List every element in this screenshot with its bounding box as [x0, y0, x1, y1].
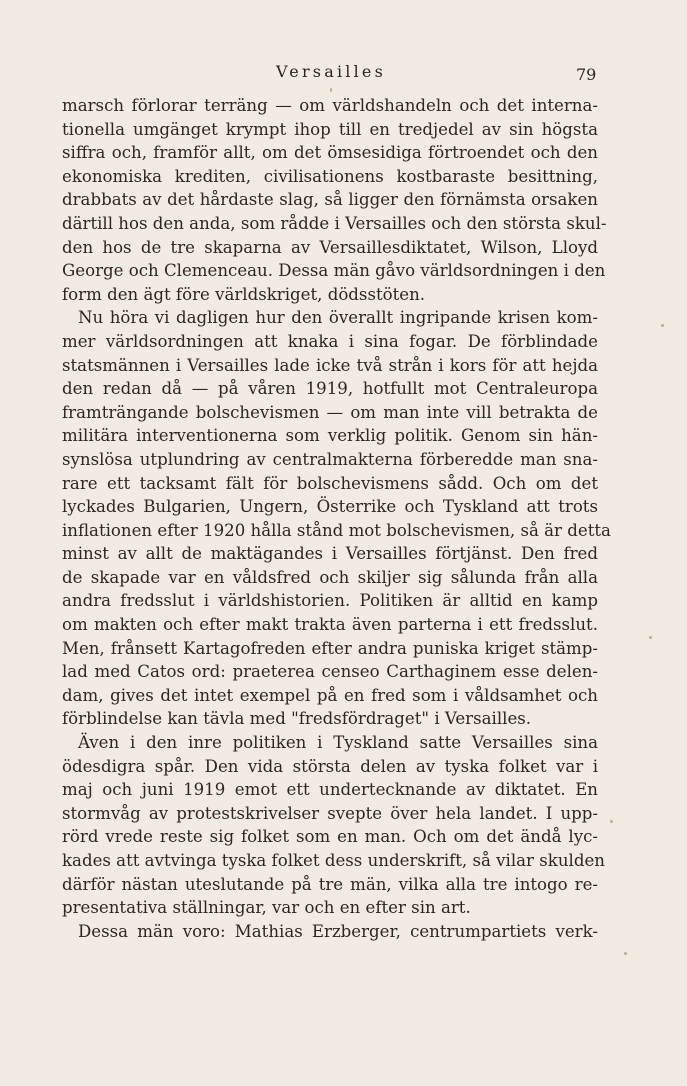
text-line: om makten och efter makt trakta även parterna i ett fredsslut. — [62, 615, 598, 635]
text-line: rare ett tacksamt fält för bolschevismens sådd. Och om det — [62, 473, 598, 493]
text-line: de skapade var en våldsfred och skiljer sig sålunda från alla — [62, 567, 598, 587]
text-line: den redan då — på våren 1919, hotfullt mot Centraleuropa — [62, 379, 598, 399]
text-line: den hos de tre skaparna av Versaillesdiktatet, Wilson, Lloyd — [62, 237, 598, 257]
text-line: Dessa män voro: Mathias Erzberger, centrumpartiets verk- — [78, 921, 598, 941]
text-line: kades att avtvinga tyska folket dess underskrift, så vilar skulden — [62, 851, 605, 870]
text-line: dam, gives det intet exempel på en fred som i våldsamhet och — [62, 685, 598, 705]
text-line: Nu höra vi dagligen hur den överallt ingripande krisen kom- — [78, 308, 598, 328]
paper-speck — [649, 636, 652, 639]
text-line: därtill hos den anda, som rådde i Versailles och den största skul- — [62, 213, 607, 233]
text-line: maj och juni 1919 emot ett undertecknande av diktatet. En — [62, 780, 598, 800]
running-head — [0, 62, 687, 84]
body-text — [62, 94, 611, 943]
paper-speck — [330, 88, 332, 92]
paper-speck — [624, 952, 627, 955]
text-line: förblindelse kan tävla med "fredsfördraget" i Versailles. — [62, 709, 532, 729]
text-line: Även i den inre politiken i Tyskland satte Versailles sina — [78, 733, 598, 753]
text-line: ekonomiska krediten, civilisationens kostbaraste besittning, — [62, 166, 598, 186]
text-line: drabbats av det hårdaste slag, så ligger den förnämsta orsaken — [62, 190, 598, 210]
running-title: Versailles — [276, 62, 386, 81]
text-line: andra fredsslut i världshistorien. Politiken är alltid en kamp — [62, 591, 598, 611]
text-line: presentativa ställningar, var och en efter sin art. — [62, 898, 471, 918]
text-line: Men, frånsett Kartagofreden efter andra puniska kriget stämp- — [62, 638, 598, 658]
text-line: marsch förlorar terräng — om världshandeln och det interna- — [62, 96, 598, 115]
text-line: George och Clemenceau. Dessa män gåvo världsordningen i den — [62, 261, 606, 281]
text-line: lyckades Bulgarien, Ungern, Österrike och Tyskland att trots — [62, 497, 598, 517]
text-line: mer världsordningen att knaka i sina fogar. De förblindade — [62, 331, 598, 351]
text-line: minst av allt de maktägandes i Versailles förtjänst. Den fred — [62, 544, 598, 564]
page-number: 79 — [576, 65, 597, 84]
text-line: form den ägt före världskriget, dödsstöten. — [62, 284, 426, 304]
text-line: därför nästan uteslutande på tre män, vilka alla tre intogo re- — [62, 874, 598, 894]
text-line: ödesdigra spår. Den vida största delen av tyska folket var i — [62, 756, 598, 776]
text-line: lad med Catos ord: praeterea censeo Carthaginem esse delen- — [62, 662, 598, 682]
text-line: siffra och, framför allt, om det ömsesidiga förtroendet och den — [62, 143, 598, 163]
text-line: militära interventionerna som verklig politik. Genom sin hän- — [62, 426, 598, 446]
text-line: synslösa utplundring av centralmakterna förberedde man sna- — [62, 449, 598, 469]
text-line: rörd vrede reste sig folket som en man. Och om det ändå lyc- — [62, 827, 598, 847]
text-line: tionella umgänget krympt ihop till en tredjedel av sin högsta — [62, 119, 598, 139]
paper-speck — [661, 324, 664, 327]
text-line: inflationen efter 1920 hålla stånd mot bolschevismen, så är detta — [62, 520, 611, 540]
text-line: stormvåg av protestskrivelser svepte över hela landet. I upp- — [62, 803, 598, 823]
paper-speck — [610, 820, 613, 823]
text-line: statsmännen i Versailles lade icke två strån i kors för att hejda — [62, 355, 598, 375]
text-line: framträngande bolschevismen — om man inte vill betrakta de — [62, 402, 598, 422]
